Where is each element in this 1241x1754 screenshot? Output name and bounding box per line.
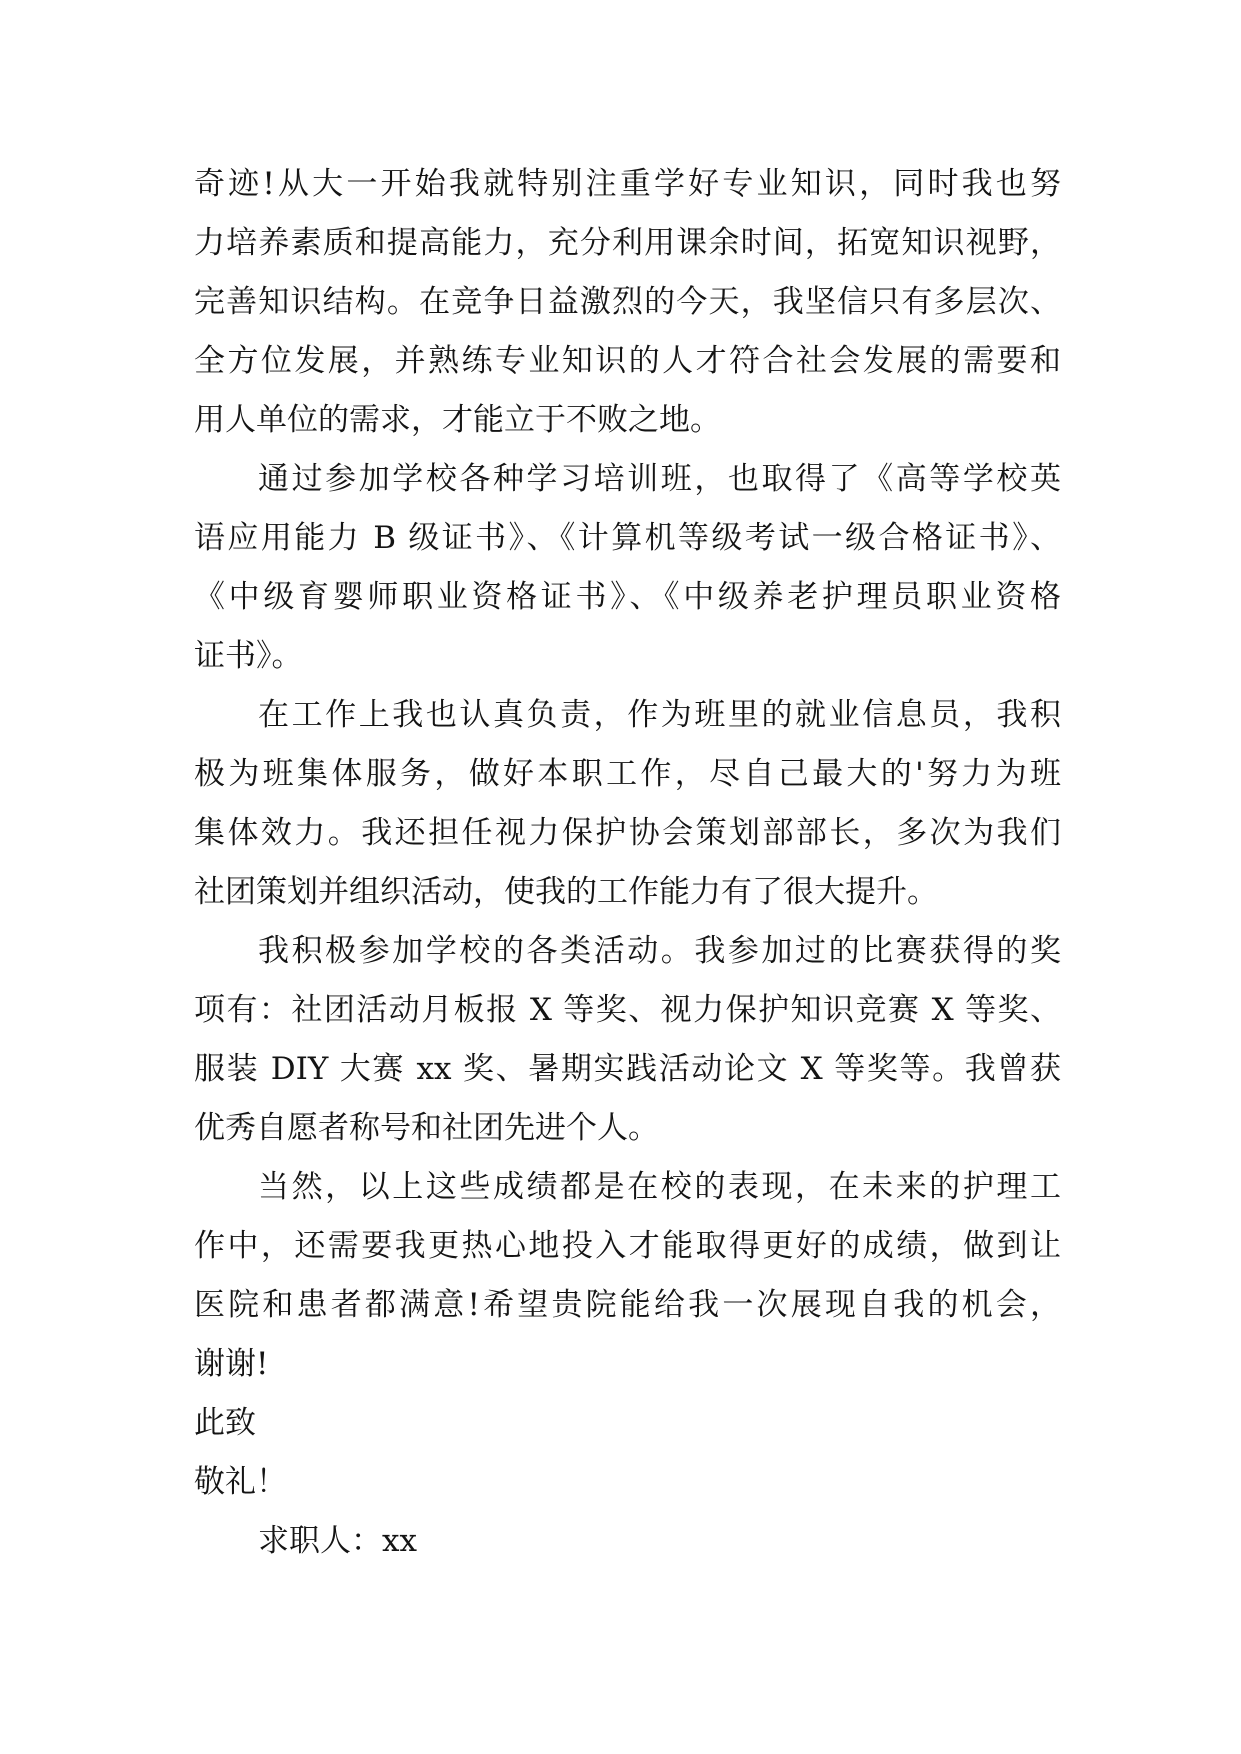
letter-line: 集体效力。我还担任视力保护协会策划部部长，多次为我们	[194, 815, 1061, 851]
letter-line: 作中，还需要我更热心地投入才能取得更好的成绩，做到让	[194, 1228, 1061, 1264]
letter-line: 用人单位的需求，才能立于不败之地。	[194, 402, 721, 438]
letter-line: 当然，以上这些成绩都是在校的表现，在未来的护理工	[258, 1169, 1061, 1205]
paragraph-conclusion	[194, 1158, 1061, 1394]
letter-line: 医院和患者都满意!希望贵院能给我一次展现自我的机会，	[194, 1287, 1061, 1323]
letter-body	[194, 155, 1061, 1571]
letter-line: 项有：社团活动月板报 X 等奖、视力保护知识竞赛 X 等奖、	[194, 992, 1061, 1028]
letter-line: 力培养素质和提高能力，充分利用课余时间，拓宽知识视野，	[194, 225, 1061, 261]
letter-line: 《中级育婴师职业资格证书》、《中级养老护理员职业资格	[194, 579, 1061, 615]
letter-line: 证书》。	[194, 638, 303, 674]
letter-line: 在工作上我也认真负责，作为班里的就业信息员，我积	[258, 697, 1061, 733]
letter-line: 谢谢!	[194, 1346, 269, 1382]
letter-closing	[194, 1394, 1061, 1571]
letter-line: 通过参加学校各种学习培训班，也取得了《高等学校英	[258, 461, 1061, 497]
letter-line: 语应用能力 B 级证书》、《计算机等级考试一级合格证书》、	[194, 520, 1061, 556]
paragraph-continuation	[194, 155, 1061, 450]
signature: 求职人：xx	[258, 1523, 417, 1559]
paragraph-activities	[194, 922, 1061, 1158]
paragraph-work	[194, 686, 1061, 922]
letter-line: 我积极参加学校的各类活动。我参加过的比赛获得的奖	[258, 933, 1061, 969]
letter-line: 完善知识结构。在竞争日益激烈的今天，我坚信只有多层次、	[194, 284, 1061, 320]
paragraph-certificates	[194, 450, 1061, 686]
letter-line: 极为班集体服务，做好本职工作，尽自己最大的'努力为班	[194, 756, 1061, 792]
closing-salutation: 敬礼！	[194, 1464, 287, 1500]
letter-line: 优秀自愿者称号和社团先进个人。	[194, 1110, 659, 1146]
closing-greeting: 此致	[194, 1405, 256, 1441]
letter-line: 奇迹!从大一开始我就特别注重学好专业知识，同时我也努	[194, 166, 1061, 202]
letter-line: 社团策划并组织活动，使我的工作能力有了很大提升。	[194, 874, 938, 910]
letter-line: 服装 DIY 大赛 xx 奖、暑期实践活动论文 X 等奖等。我曾获	[194, 1051, 1061, 1087]
letter-line: 全方位发展，并熟练专业知识的人才符合社会发展的需要和	[194, 343, 1061, 379]
